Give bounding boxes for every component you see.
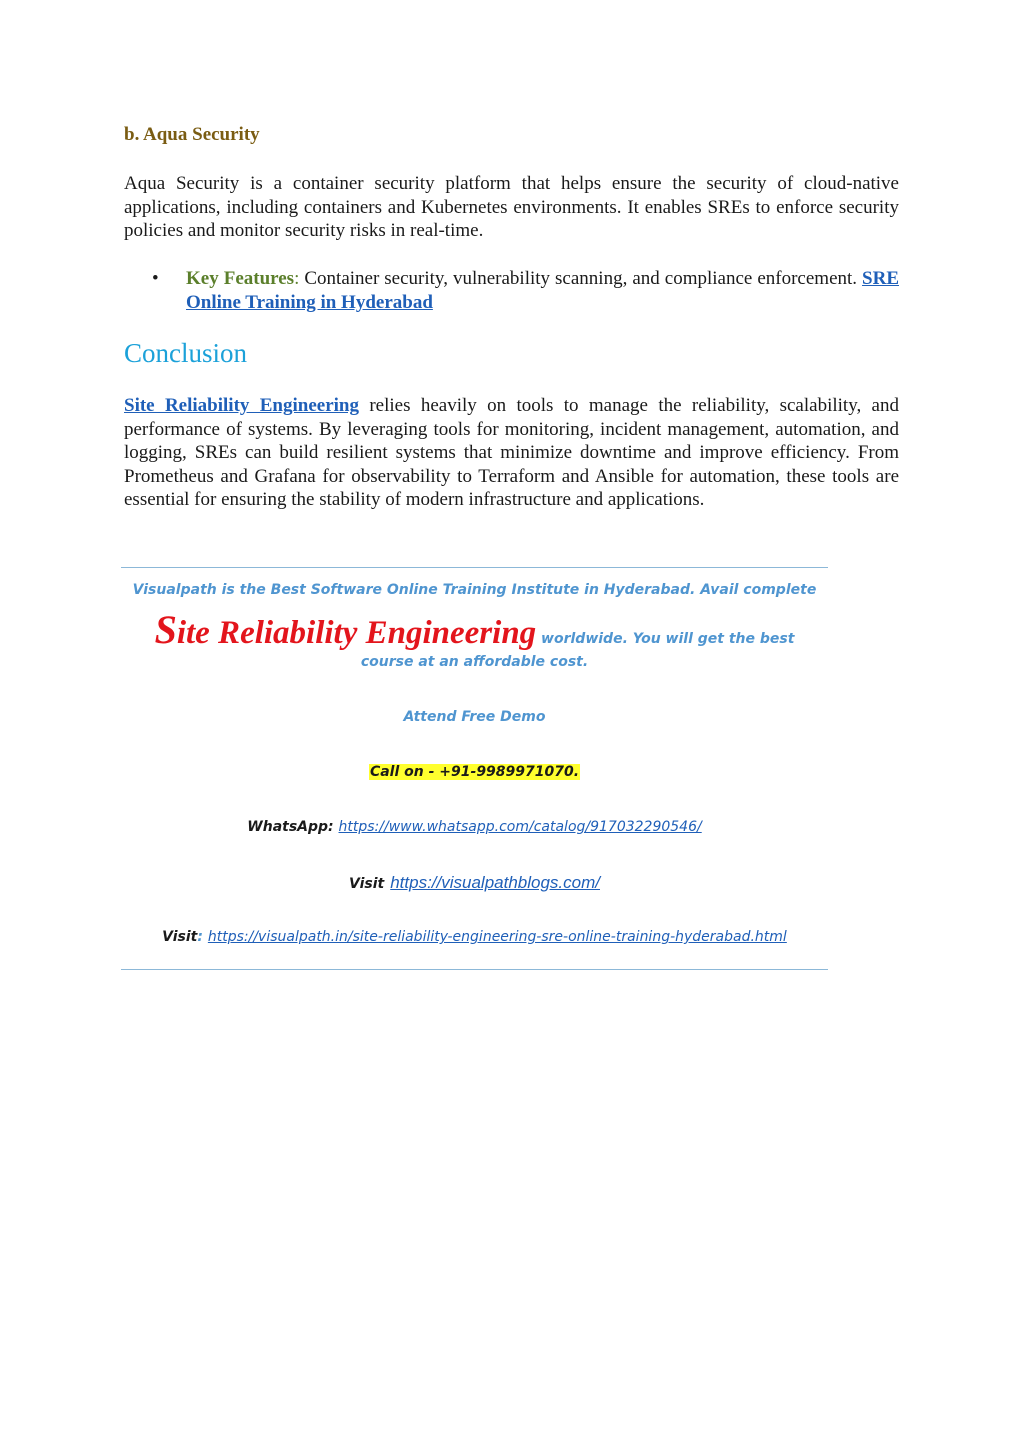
sre-training-link[interactable]: SRE Online Training in Hyderabad: [186, 268, 899, 313]
feature-bullet: [124, 267, 899, 314]
promo-line-3: course at an affordable cost.: [360, 654, 589, 670]
sre-link[interactable]: Site Reliability Engineering: [124, 395, 359, 416]
call-line: [121, 764, 828, 780]
conclusion-heading: Conclusion: [124, 338, 248, 368]
visit-course-line: [121, 929, 828, 945]
call-number: Call on - +91-9989971070.: [369, 764, 580, 780]
whatsapp-label: WhatsApp:: [247, 819, 339, 835]
visit-label-2: Visit: [162, 929, 198, 945]
section-subheading: b. Aqua Security: [124, 124, 260, 145]
key-features-text: Container security, vulnerability scanning, and compliance enforcement.: [299, 268, 863, 289]
visit-label: Visit: [349, 876, 385, 892]
promo-line-1: Visualpath is the Best Software Online Training Institute in Hyderabad. Avail complete: [132, 582, 817, 598]
promo-bottom-divider: [121, 969, 828, 970]
conclusion-paragraph: [124, 394, 899, 512]
visit-colon: :: [197, 929, 208, 945]
feature-bullet-text: [186, 267, 899, 314]
conclusion-text: relies heavily on tools to manage the reliability, scalability, and performance of systems. By leveraging tools for monitoring, incident management, automation, and logging, SREs can build resilient systems that minimize downtime and improve efficiency. From Prometheus and Grafana for observability to Terraform and Ansible for automation, these tools are essential for ensuring the stability of modern infrastructure and applications.: [124, 395, 899, 511]
promo-title-initial: S: [154, 607, 177, 652]
promo-line-2: [121, 606, 828, 653]
promo-top-divider: [121, 567, 828, 568]
visit-blog-line: [121, 873, 828, 893]
promo-line-2-tail: worldwide. You will get the best: [536, 631, 795, 647]
course-page-link[interactable]: https://visualpath.in/site-reliability-engineering-sre-online-training-hyderabad.html: [207, 929, 787, 945]
bullet-marker: •: [152, 268, 159, 289]
blog-link[interactable]: https://visualpathblogs.com/: [390, 873, 600, 892]
whatsapp-line: [121, 819, 828, 835]
key-features-colon: :: [294, 268, 300, 289]
key-features-label: Key Features: [186, 268, 295, 289]
promo-title: ite Reliability Engineering: [176, 615, 537, 651]
whatsapp-link[interactable]: https://www.whatsapp.com/catalog/917032290546/: [338, 819, 702, 835]
free-demo-text: Attend Free Demo: [403, 709, 546, 725]
aqua-security-paragraph: Aqua Security is a container security platform that helps ensure the security of cloud-native applications, including containers and Kubernetes environments. It enables SREs to enforce security policies and monitor security risks in real-time.: [124, 173, 899, 242]
